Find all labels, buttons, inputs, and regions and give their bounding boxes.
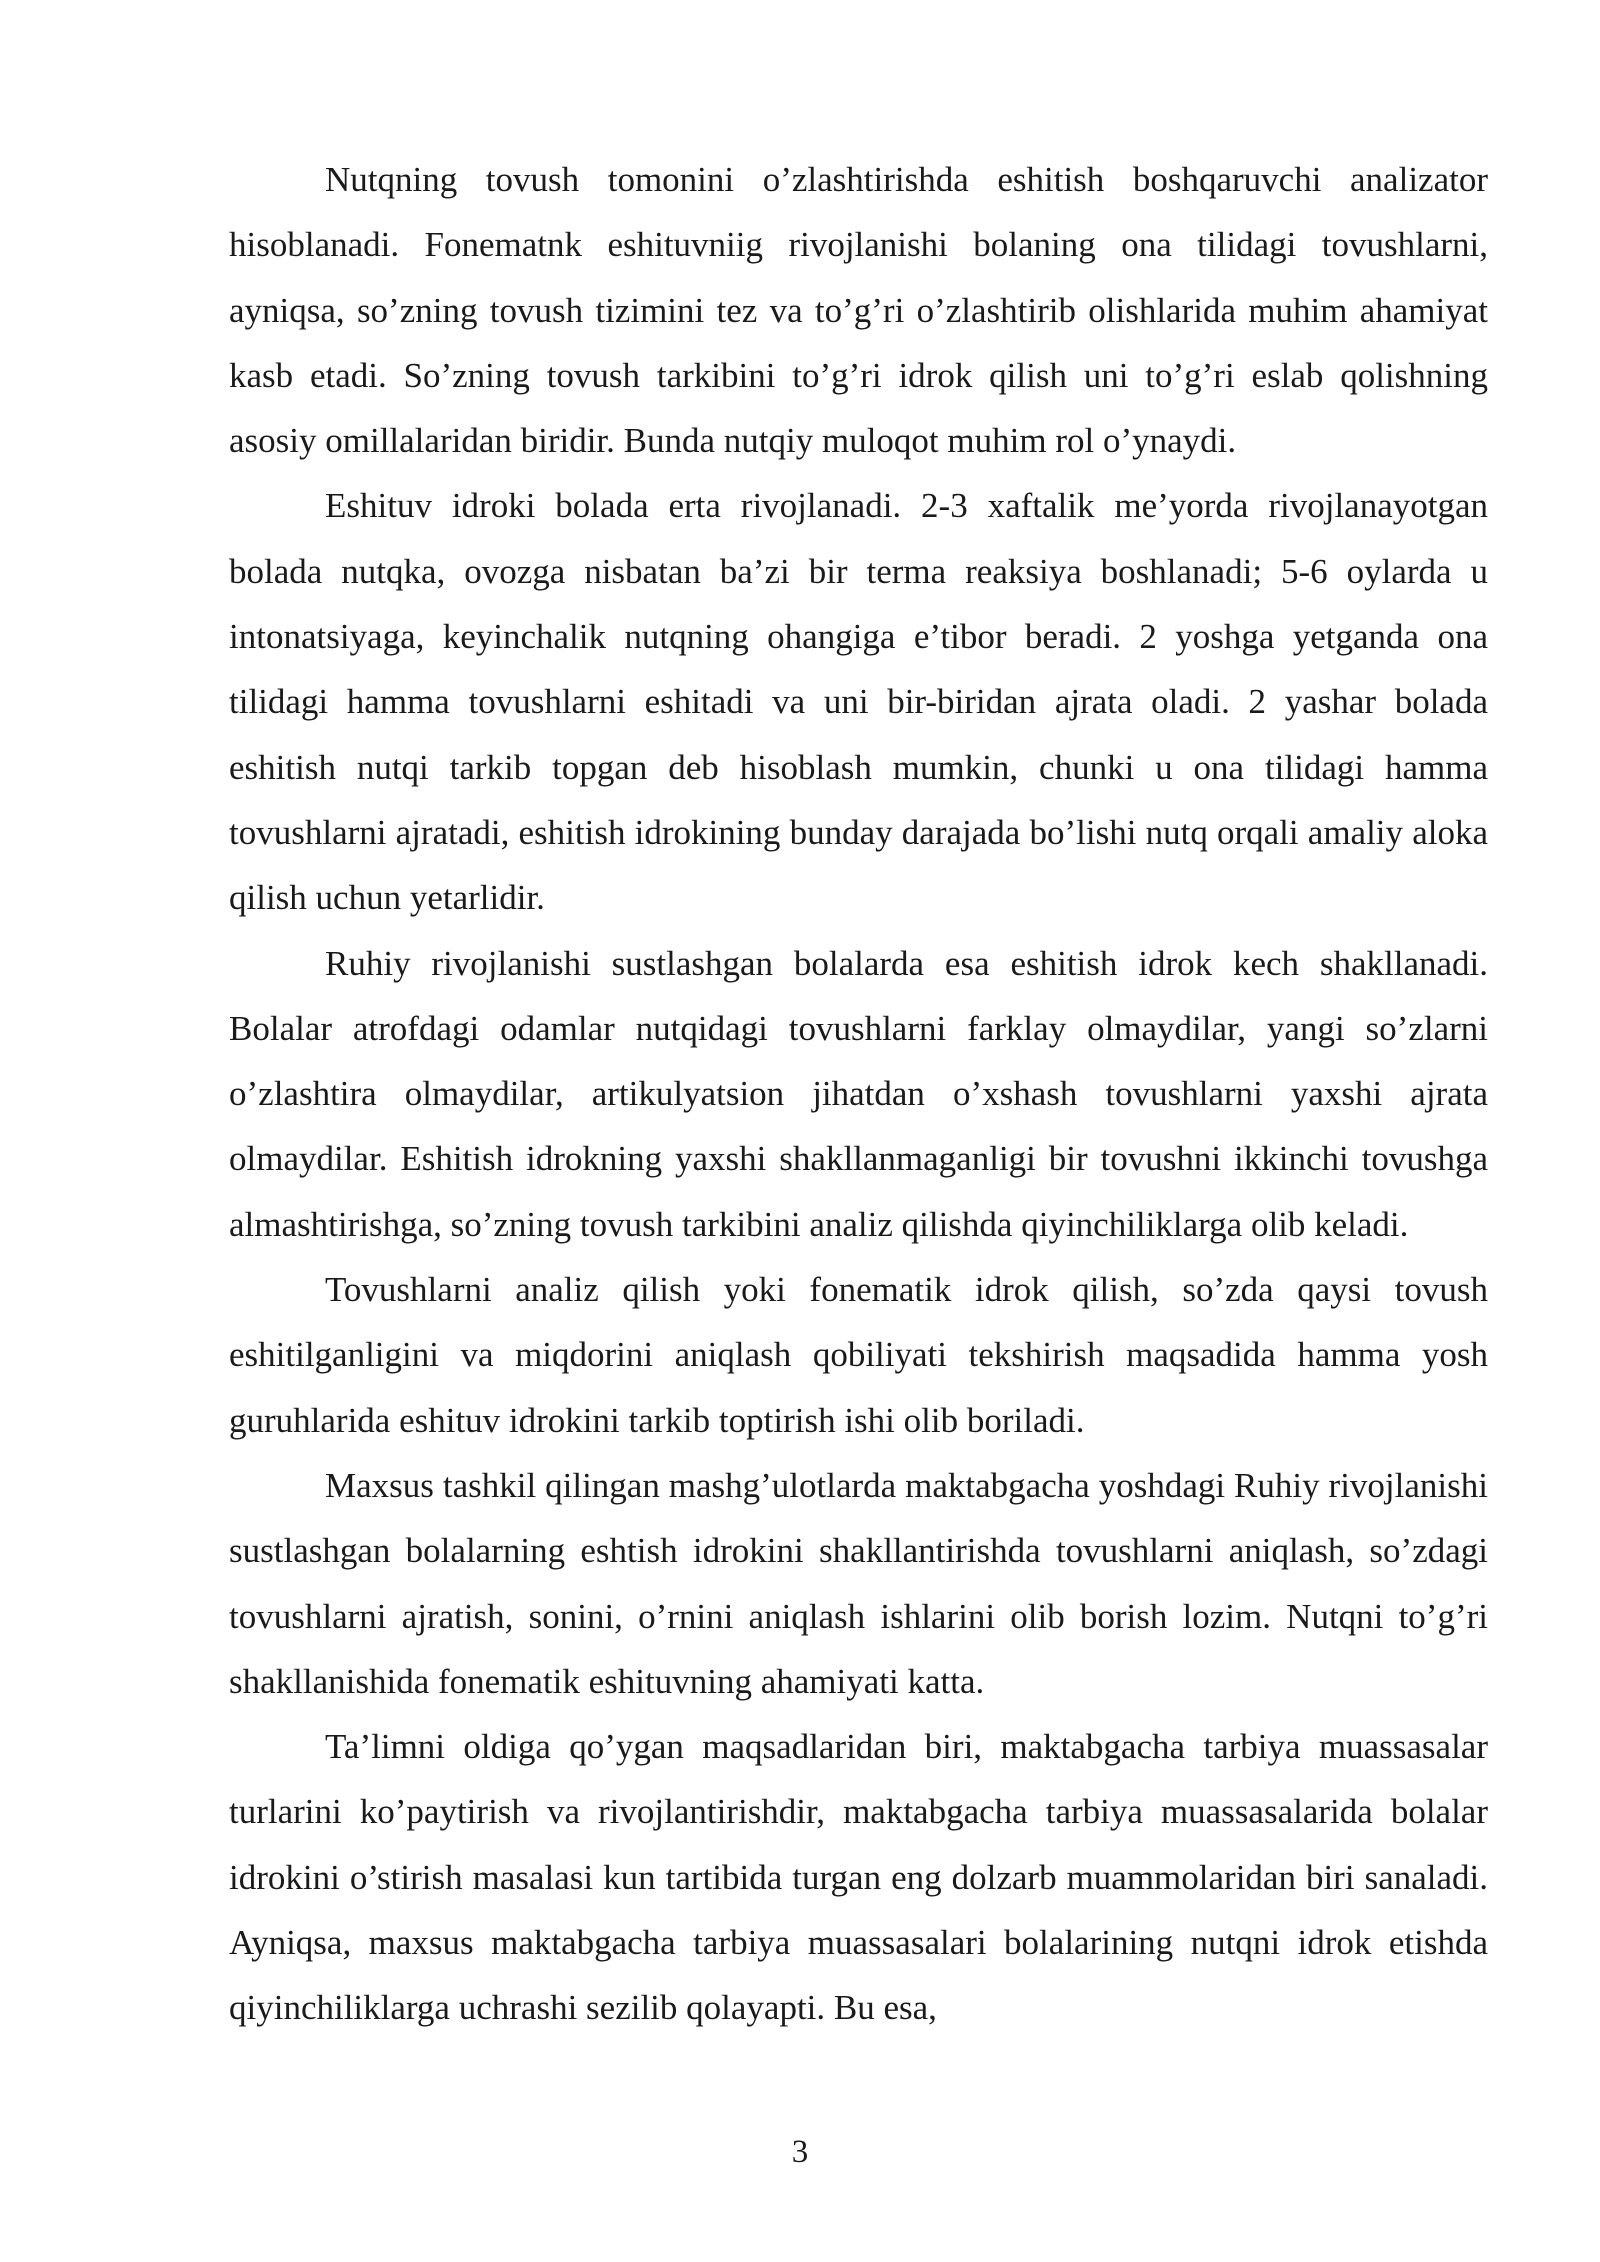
paragraph-4: Tovushlarni analiz qilish yoki fonematik idrok qilish, so’zda qaysi tovush eshitilganligini va miqdorini aniqlash qobiliyati tekshirish maqsadida hamma yosh guruhlarida eshituv idrokini tarkib toptirish ishi olib boriladi.: [229, 1270, 1488, 1440]
paragraph-2: Eshituv idroki bolada erta rivojlanadi. 2-3 xaftalik me’yorda rivojlanayotgan bolada nutqka, ovozga nisbatan ba’zi bir terma reaksiya boshlanadi; 5-6 oylarda u intonatsiyaga, keyinchalik nutqning ohangiga e’tibor beradi. 2 yoshga yetganda ona tilidagi hamma tovushlarni eshitadi va uni bir-biridan ajrata oladi. 2 yashar bolada eshitish nutqi tarkib topgan deb hisoblash mumkin, chunki u ona tilidagi hamma tovushlarni ajratadi, eshitish idrokining bunday darajada bo’lishi nutq orqali amaliy aloka qilish uchun yetarlidir.: [229, 486, 1488, 918]
paragraph-6: Ta’limni oldiga qo’ygan maqsadlaridan biri, maktabgacha tarbiya muassasalar turlarini ko’paytirish va rivojlantirishdir, maktabgacha tarbiya muassasalarida bolalar idrokini o’stirish masalasi kun tartibida turgan eng dolzarb muammolaridan biri sanaladi. Ayniqsa, maxsus maktabgacha tarbiya muassasalari bolalarining nutqni idrok etishda qiyinchiliklarga uchrashi sezilib qolayapti. Bu esa,: [229, 1727, 1488, 2028]
page-number: 3: [791, 2134, 809, 2170]
paragraph-1: Nutqning tovush tomonini o’zlashtirishda eshitish boshqaruvchi analizator hisoblanadi. Fonematnk eshituvniig rivojlanishi bolaning ona tilidagi tovushlarni, ayniqsa, so’zning tovush tizimini tez va to’g’ri o’zlashtirib olishlarida muhim ahamiyat kasb etadi. So’zning tovush tarkibini to’g’ri idrok qilish uni to’g’ri eslab qolishning asosiy omillalaridan biridir. Bunda nutqiy muloqot muhim rol o’ynaydi.: [229, 160, 1488, 461]
paragraph-3: Ruhiy rivojlanishi sustlashgan bolalarda esa eshitish idrok kech shakllanadi. Bolalar atrofdagi odamlar nutqidagi tovushlarni farklay olmaydilar, yangi so’zlarni o’zlashtira olmaydilar, artikulyatsion jihatdan o’xshash tovushlarni yaxshi ajrata olmaydilar. Eshitish idrokning yaxshi shakllanmaganligi bir tovushni ikkinchi tovushga almashtirishga, so’zning tovush tarkibini analiz qilishda qiyinchiliklarga olib keladi.: [229, 943, 1488, 1244]
paragraph-5: Maxsus tashkil qilingan mashg’ulotlarda maktabgacha yoshdagi Ruhiy rivojlanishi sustlashgan bolalarning eshtish idrokini shakllantirishda tovushlarni aniqlash, so’zdagi tovushlarni ajratish, sonini, o’rnini aniqlash ishlarini olib borish lozim. Nutqni to’g’ri shakllanishida fonematik eshituvning ahamiyati katta.: [229, 1465, 1488, 1701]
body-text: [229, 147, 1488, 2041]
